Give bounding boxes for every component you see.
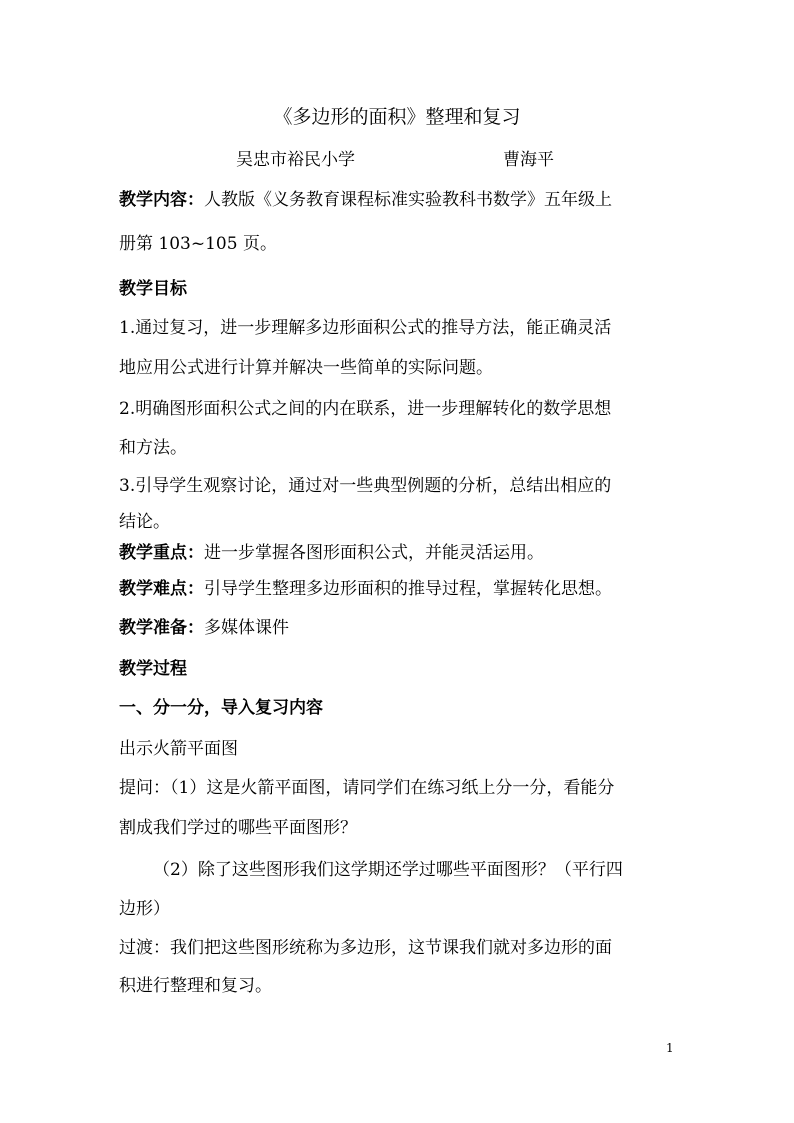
objective-1-line2: 地应用公式进行计算并解决一些简单的实际问题。	[119, 358, 493, 378]
key-point-text: 进一步掌握各图形面积公式，并能灵活运用。	[204, 543, 544, 563]
objective-2-line2: 和方法。	[119, 438, 187, 458]
question-2-line1: （2）除了这些图形我们这学期还学过哪些平面图形？（平行四	[153, 860, 623, 880]
author-name: 曹海平	[503, 150, 554, 170]
key-point-line	[119, 541, 679, 565]
section-1-heading: 一、分一分，导入复习内容	[119, 698, 323, 718]
question-1-line2: 割成我们学过的哪些平面图形？	[119, 818, 357, 838]
teaching-content-label: 教学内容：	[119, 190, 204, 210]
objective-3-line2: 结论。	[119, 512, 170, 532]
show-rocket-line: 出示火箭平面图	[119, 739, 238, 759]
teaching-content-line1	[119, 188, 679, 212]
question-1-line1: 提问：（1）这是火箭平面图，请同学们在练习纸上分一分，看能分	[119, 778, 615, 798]
key-point-label: 教学重点：	[119, 543, 204, 563]
objective-1-line1: 1.通过复习，进一步理解多边形面积公式的推导方法，能正确灵活	[119, 318, 612, 338]
objectives-heading: 教学目标	[119, 279, 187, 299]
author-school: 吴忠市裕民小学	[236, 150, 355, 170]
transition-line2: 积进行整理和复习。	[119, 976, 272, 996]
teaching-content-text: 人教版《义务教育课程标准实验教科书数学》五年级上	[204, 190, 612, 210]
preparation-label: 教学准备：	[119, 618, 204, 638]
difficulty-label: 教学难点：	[119, 579, 204, 599]
difficulty-text: 引导学生整理多边形面积的推导过程，掌握转化思想。	[204, 579, 612, 599]
objective-3-line1: 3.引导学生观察讨论，通过对一些典型例题的分析，总结出相应的	[119, 476, 612, 496]
teaching-content-line2: 册第 103~105 页。	[119, 234, 277, 254]
objective-2-line1: 2.明确图形面积公式之间的内在联系，进一步理解转化的数学思想	[119, 399, 612, 419]
preparation-text: 多媒体课件	[204, 618, 289, 638]
document-title: 《多边形的面积》整理和复习	[273, 106, 521, 128]
question-2-line2: 边形）	[119, 899, 170, 919]
difficulty-line	[119, 577, 679, 601]
preparation-line	[119, 616, 679, 640]
process-heading: 教学过程	[119, 659, 187, 679]
transition-line1: 过渡：我们把这些图形统称为多边形，这节课我们就对多边形的面	[119, 938, 612, 958]
page-number: 1	[666, 1041, 674, 1055]
